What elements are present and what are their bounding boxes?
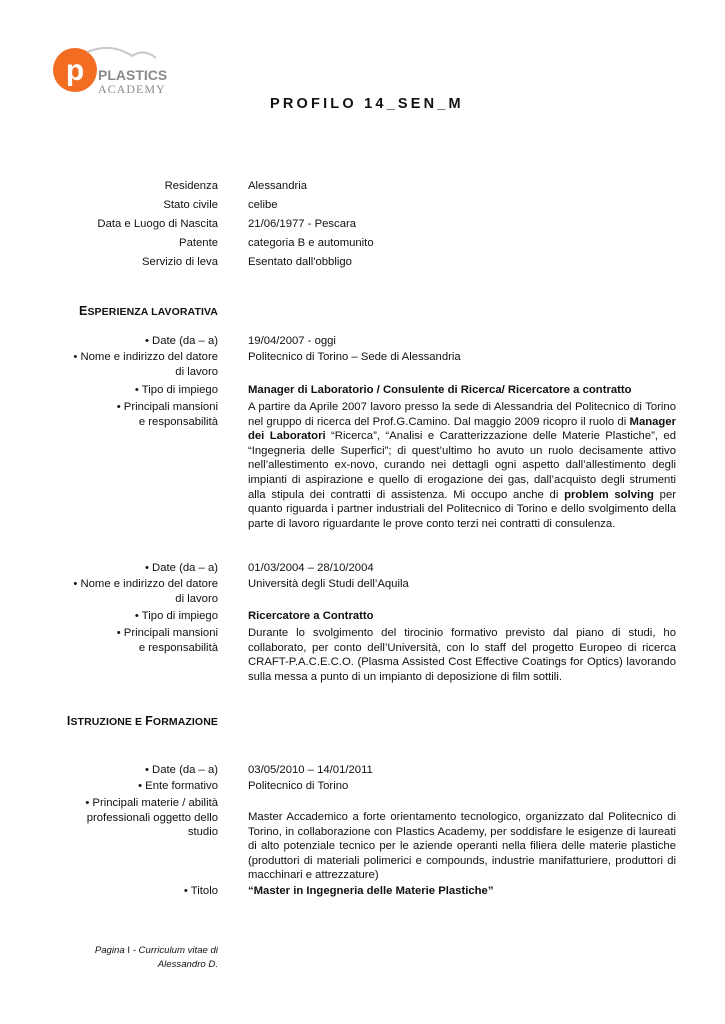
personal-label: Stato civile [163, 199, 218, 211]
dates-label: • Date (da – a) [144, 335, 218, 347]
heading-mid: STRUZIONE E [70, 716, 146, 728]
personal-value: categoria B e automunito [248, 237, 374, 249]
subjects-label: • Principali materie / abilità professionali oggetto dello studio [85, 797, 218, 839]
page-footer [60, 944, 218, 972]
education-institution: Politecnico di Torino [248, 780, 349, 792]
education-title: “Master in Ingegneria delle Materie Plastiche” [248, 885, 494, 897]
heading-cap: E [79, 304, 88, 318]
education-subjects: Master Accademico a forte orientamento tecnologico, organizzato dal Politecnico di Torino, in collaborazione con Plastics Academy, per soddisfare le esigenze di laureati di alto potenziale tecnico per le aziende operanti nella filiera delle materie plastiche (produttori di materiali polimerici e compounds, industrie manifatturiere, produttori di macchinari e attrezzature) [248, 811, 676, 882]
logo-line1: PLASTICS [98, 67, 168, 83]
page-title: PROFILO 14_SEN_M [270, 96, 464, 112]
duties-bold: Manager dei Laboratori [248, 415, 676, 443]
education-dates: 03/05/2010 – 14/01/2011 [248, 764, 373, 776]
job-duties [248, 400, 676, 531]
dates-label: • Date (da – a) [144, 562, 218, 574]
personal-label: Residenza [164, 180, 218, 192]
heading-rest: SPERIENZA LAVORATIVA [87, 306, 218, 318]
footer-text: - Curriculum vitae di Alessandro D. [130, 945, 218, 970]
duties-text: per quanto riguarda i partner industriali del Politecnico di Torino e dello svolgimento della parte di lavoro riguardante le prove conto terzi nei contratti di consulenza. [248, 488, 677, 530]
type-label: • Tipo di impiego [134, 384, 218, 396]
duties-label: • Principali mansioni e responsabilità [116, 627, 218, 654]
education-heading [67, 714, 218, 730]
job-dates: 01/03/2004 – 28/10/2004 [248, 562, 374, 574]
dates-label: • Date (da – a) [144, 764, 218, 776]
heading-rest: ORMAZIONE [152, 716, 218, 728]
duties-label: • Principali mansioni e responsabilità [116, 401, 218, 428]
job-employer: Politecnico di Torino – Sede di Alessandria [248, 351, 461, 363]
title-label: • Titolo [183, 885, 218, 897]
footer-page-number: I [127, 945, 131, 956]
personal-value: Alessandria [248, 180, 308, 192]
plastics-academy-logo [52, 44, 170, 100]
personal-value: celibe [248, 199, 278, 211]
institution-label: • Ente formativo [138, 780, 218, 792]
employer-label: • Nome e indirizzo del datore di lavoro [73, 351, 218, 378]
experience-heading [79, 304, 218, 320]
job-duties: Durante lo svolgimento del tirocinio formativo previsto dal piano di studi, ho collaborato, per conto dell’Università, con lo staff del progetto Europeo di ricerca CRAFT-P.A.C.E.C.O. (Plasma Assisted Cost Effective Coatings for Optics) lavorando sulla messa a punto di un impianto di deposizione di film sottili. [248, 627, 676, 683]
heading-cap: I [66, 714, 71, 728]
logo-letter: p [65, 54, 85, 87]
personal-value: Esentato dall'obbligo [248, 256, 352, 268]
personal-label: Patente [179, 237, 218, 249]
heading-cap: F [145, 714, 153, 728]
duties-bold: problem solving [564, 488, 654, 501]
type-label: • Tipo di impiego [134, 610, 218, 622]
job-dates: 19/04/2007 - oggi [248, 335, 336, 347]
personal-value: 21/06/1977 - Pescara [248, 218, 357, 230]
personal-label: Data e Luogo di Nascita [97, 218, 218, 230]
personal-label: Servizio di leva [142, 256, 218, 268]
duties-text: “Ricerca”, “Analisi e Caratterizzazione delle Materie Plastiche”, ed “Ingegneria delle Superfici”; di quest’ultimo ho avuto un ruolo decisamente attivo nell’allestimento ex-novo, curando nei dettagli ogni aspetto dall’allestimento degli impianti di aspirazione e quello di erogazione dei gas, dall’acquisto degli strumenti alla stipula dei contratti di assistenza. Mi occupo anche di [248, 430, 676, 501]
logo-line2: ACADEMY [98, 82, 166, 96]
duties-text: A partire da Aprile 2007 lavoro presso la sede di Alessandria del Politecnico di Torino nel gruppo di ricerca del Prof.G.Camino. Dal maggio 2009 ricopro il ruolo di [248, 401, 676, 428]
employer-label: • Nome e indirizzo del datore di lavoro [73, 578, 218, 605]
job-type: Manager di Laboratorio / Consulente di Ricerca/ Ricercatore a contratto [248, 384, 632, 396]
footer-prefix: Pagina [94, 945, 128, 956]
job-type: Ricercatore a Contratto [248, 610, 374, 622]
job-employer: Università degli Studi dell’Aquila [248, 578, 409, 590]
